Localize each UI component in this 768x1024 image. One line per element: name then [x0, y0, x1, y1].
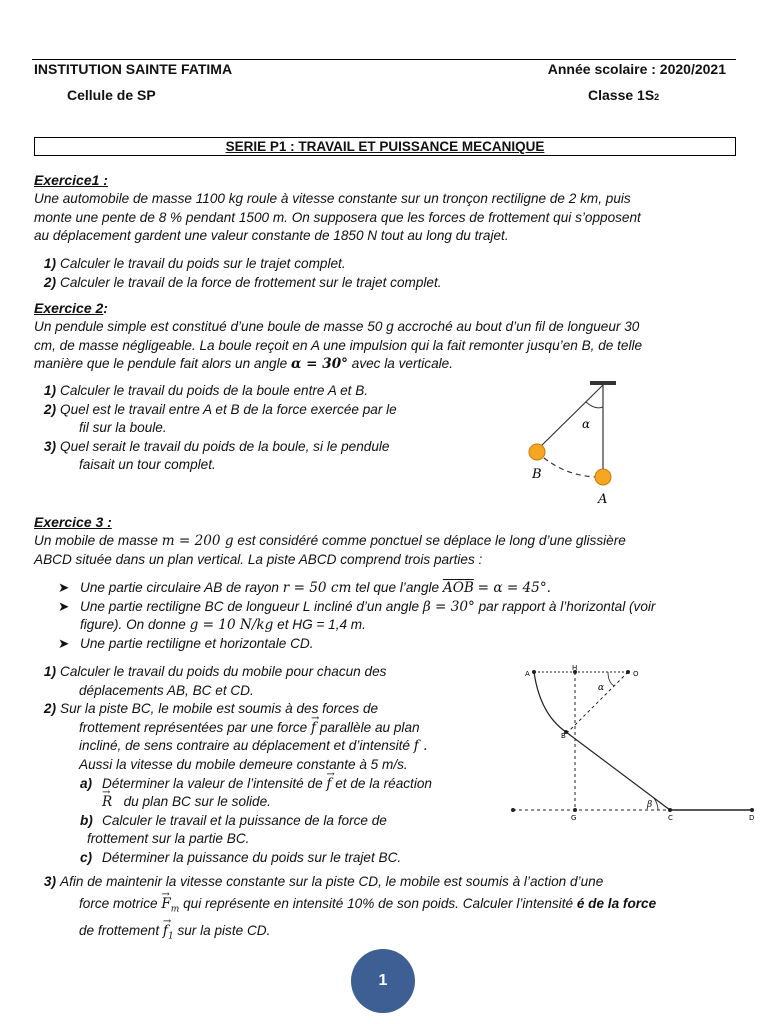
question-item: force motrice → $F_m$ qui représente en intensité 10% de son poids. Calculer l’intensité é de la force [34, 895, 754, 919]
arc-ab [534, 672, 566, 732]
question-item: 1) Calculer le travail du poids de la boule entre A et B. [43, 383, 369, 398]
point-b-label: B [532, 467, 542, 482]
exercise-3-questions [34, 663, 504, 868]
bullet-item-continued: figure). On donne g = 10 N/kg et HG = 1,4 m. [80, 617, 366, 634]
page-title: SERIE P1 : TRAVAIL ET PUISSANCE MECANIQUE [34, 137, 736, 156]
exercise-2-line-3: manière que le pendule fait alors un angle α = 30° avec la verticale. [34, 356, 454, 373]
point-c-dot [668, 808, 672, 812]
question-item: frottement sur la partie BC. [87, 831, 250, 847]
question-item: c) Déterminer la puissance du poids sur le trajet BC. [80, 849, 402, 865]
exercise-3-line-2: ABCD située dans un plan vertical. La piste ABCD comprend trois parties : [34, 551, 483, 567]
exercise-1-text [34, 190, 754, 246]
question-item: 3) Quel serait le travail du poids de la boule, si le pendule [43, 438, 390, 454]
question-item: 2) Quel est le travail entre A et B de la force exercée par le [43, 401, 397, 417]
question-item: → R du plan BC sur le solide. [34, 793, 504, 812]
bullet-item: ➤ Une partie circulaire AB de rayon r = 50 cm tel que l’angle $\overline{AOB} = \alpha = 45^\circ$. [58, 580, 551, 596]
track-figure [508, 664, 760, 826]
beta-label: β [647, 800, 653, 810]
exercise-3-line-1: Un mobile de masse m = 200 g est considéré comme ponctuel se déplace le long d’une glissière [34, 533, 626, 549]
pendulum-figure [520, 378, 630, 508]
exercise-3-intro [34, 532, 754, 569]
bullet-item: ➤ Une partie rectiligne BC de longueur L incliné d’un angle β = 30° par rapport à l’horizontal (voir [58, 598, 656, 615]
question-item: 3) Afin de maintenir la vitesse constante sur la piste CD, le mobile est soumis à l’action d’une [43, 874, 604, 889]
pendulum-trajectory [537, 452, 603, 477]
alpha-arc-figure [608, 672, 614, 686]
exercise-3-heading: Exercice 3 : [34, 514, 112, 530]
question-item: 2) Sur la piste BC, le mobile est soumis à des forces de [43, 701, 379, 717]
cell-name: Cellule de SP [67, 87, 156, 103]
question-item: frottement représentées par une force → f parallèle au plan [34, 719, 504, 738]
question-item: fil sur la boule. [79, 420, 167, 436]
institution-name: INSTITUTION SAINTE FATIMA [34, 61, 233, 77]
question-item: faisait un tour complet. [79, 457, 216, 473]
exercise-3-question-3 [34, 873, 754, 946]
point-d-dot [750, 808, 754, 812]
label-o: O [633, 670, 639, 678]
exercise-2-text [34, 318, 754, 374]
label-d: D [749, 814, 755, 822]
bullet-item: ➤ Une partie rectiligne et horizontale CD. [58, 635, 314, 651]
ball-b [529, 444, 545, 460]
alpha-label: α [582, 417, 591, 431]
exercise-1-questions [34, 255, 754, 292]
point-g-dot [573, 808, 577, 812]
exercise-3-bullets [58, 579, 758, 653]
question-item: Aussi la vitesse du mobile demeure constante à 5 m/s. [79, 756, 408, 772]
exercise-2-questions [34, 382, 494, 475]
question-item: 1) Calculer le travail du poids du mobile pour chacun des [43, 664, 387, 679]
exercise-1-line-2: monte une pente de 8 % pendant 1500 m. On supposera que les forces de frottement qui s’opposent [34, 209, 641, 225]
exercise-2-line-2: cm, de masse négligeable. La boule reçoit en A une impulsion qui la fait remonter jusqu’en B, de telle [34, 337, 643, 353]
alpha-arc [586, 402, 603, 408]
header-rule [32, 59, 736, 60]
alpha-label-figure: α [598, 683, 605, 693]
ground-left-dot [511, 808, 515, 812]
page-number: 1 [378, 972, 388, 989]
label-a: A [525, 670, 530, 678]
question-item: de frottement → $f_1$ sur la piste CD. [34, 922, 754, 946]
exercise-2-heading: Exercice 2: [34, 300, 108, 316]
question-item: déplacements AB, BC et CD. [79, 682, 254, 698]
exercise-1-line-3: au déplacement gardent une valeur constante de 1850 N tout au long du trajet. [34, 228, 509, 244]
school-year: Année scolaire : 2020/2021 [547, 61, 726, 77]
question-item: 2) Calculer le travail de la force de frottement sur le trajet complet. [43, 274, 442, 290]
exercise-1-heading: Exercice1 : [34, 172, 108, 188]
exercise-1-line-1: Une automobile de masse 1100 kg roule à vitesse constante sur un tronçon rectiligne de 2 km, puis [34, 191, 631, 206]
exercise-2-line-1: Un pendule simple est constitué d’une boule de masse 50 g accroché au bout d’un fil de longueur 30 [34, 319, 640, 334]
question-item: a) Déterminer la valeur de l’intensité de → f et de la réaction [34, 775, 504, 794]
label-c: C [668, 814, 673, 822]
page-number-badge [351, 949, 415, 1013]
pendulum-string [537, 385, 603, 450]
label-h: H [572, 664, 578, 672]
question-item: incliné, de sens contraire au déplacement et d’intensité f . [79, 738, 428, 755]
label-b: B [561, 732, 566, 740]
class-label: Classe 1S2 [588, 87, 660, 103]
question-item: 1) Calculer le travail du poids sur le trajet complet. [43, 256, 346, 271]
question-item: b) Calculer le travail et la puissance de la force de [80, 812, 387, 828]
label-g: G [571, 814, 577, 822]
pendulum-support [590, 381, 616, 385]
point-a-label: A [598, 492, 608, 507]
ball-a [595, 469, 611, 485]
